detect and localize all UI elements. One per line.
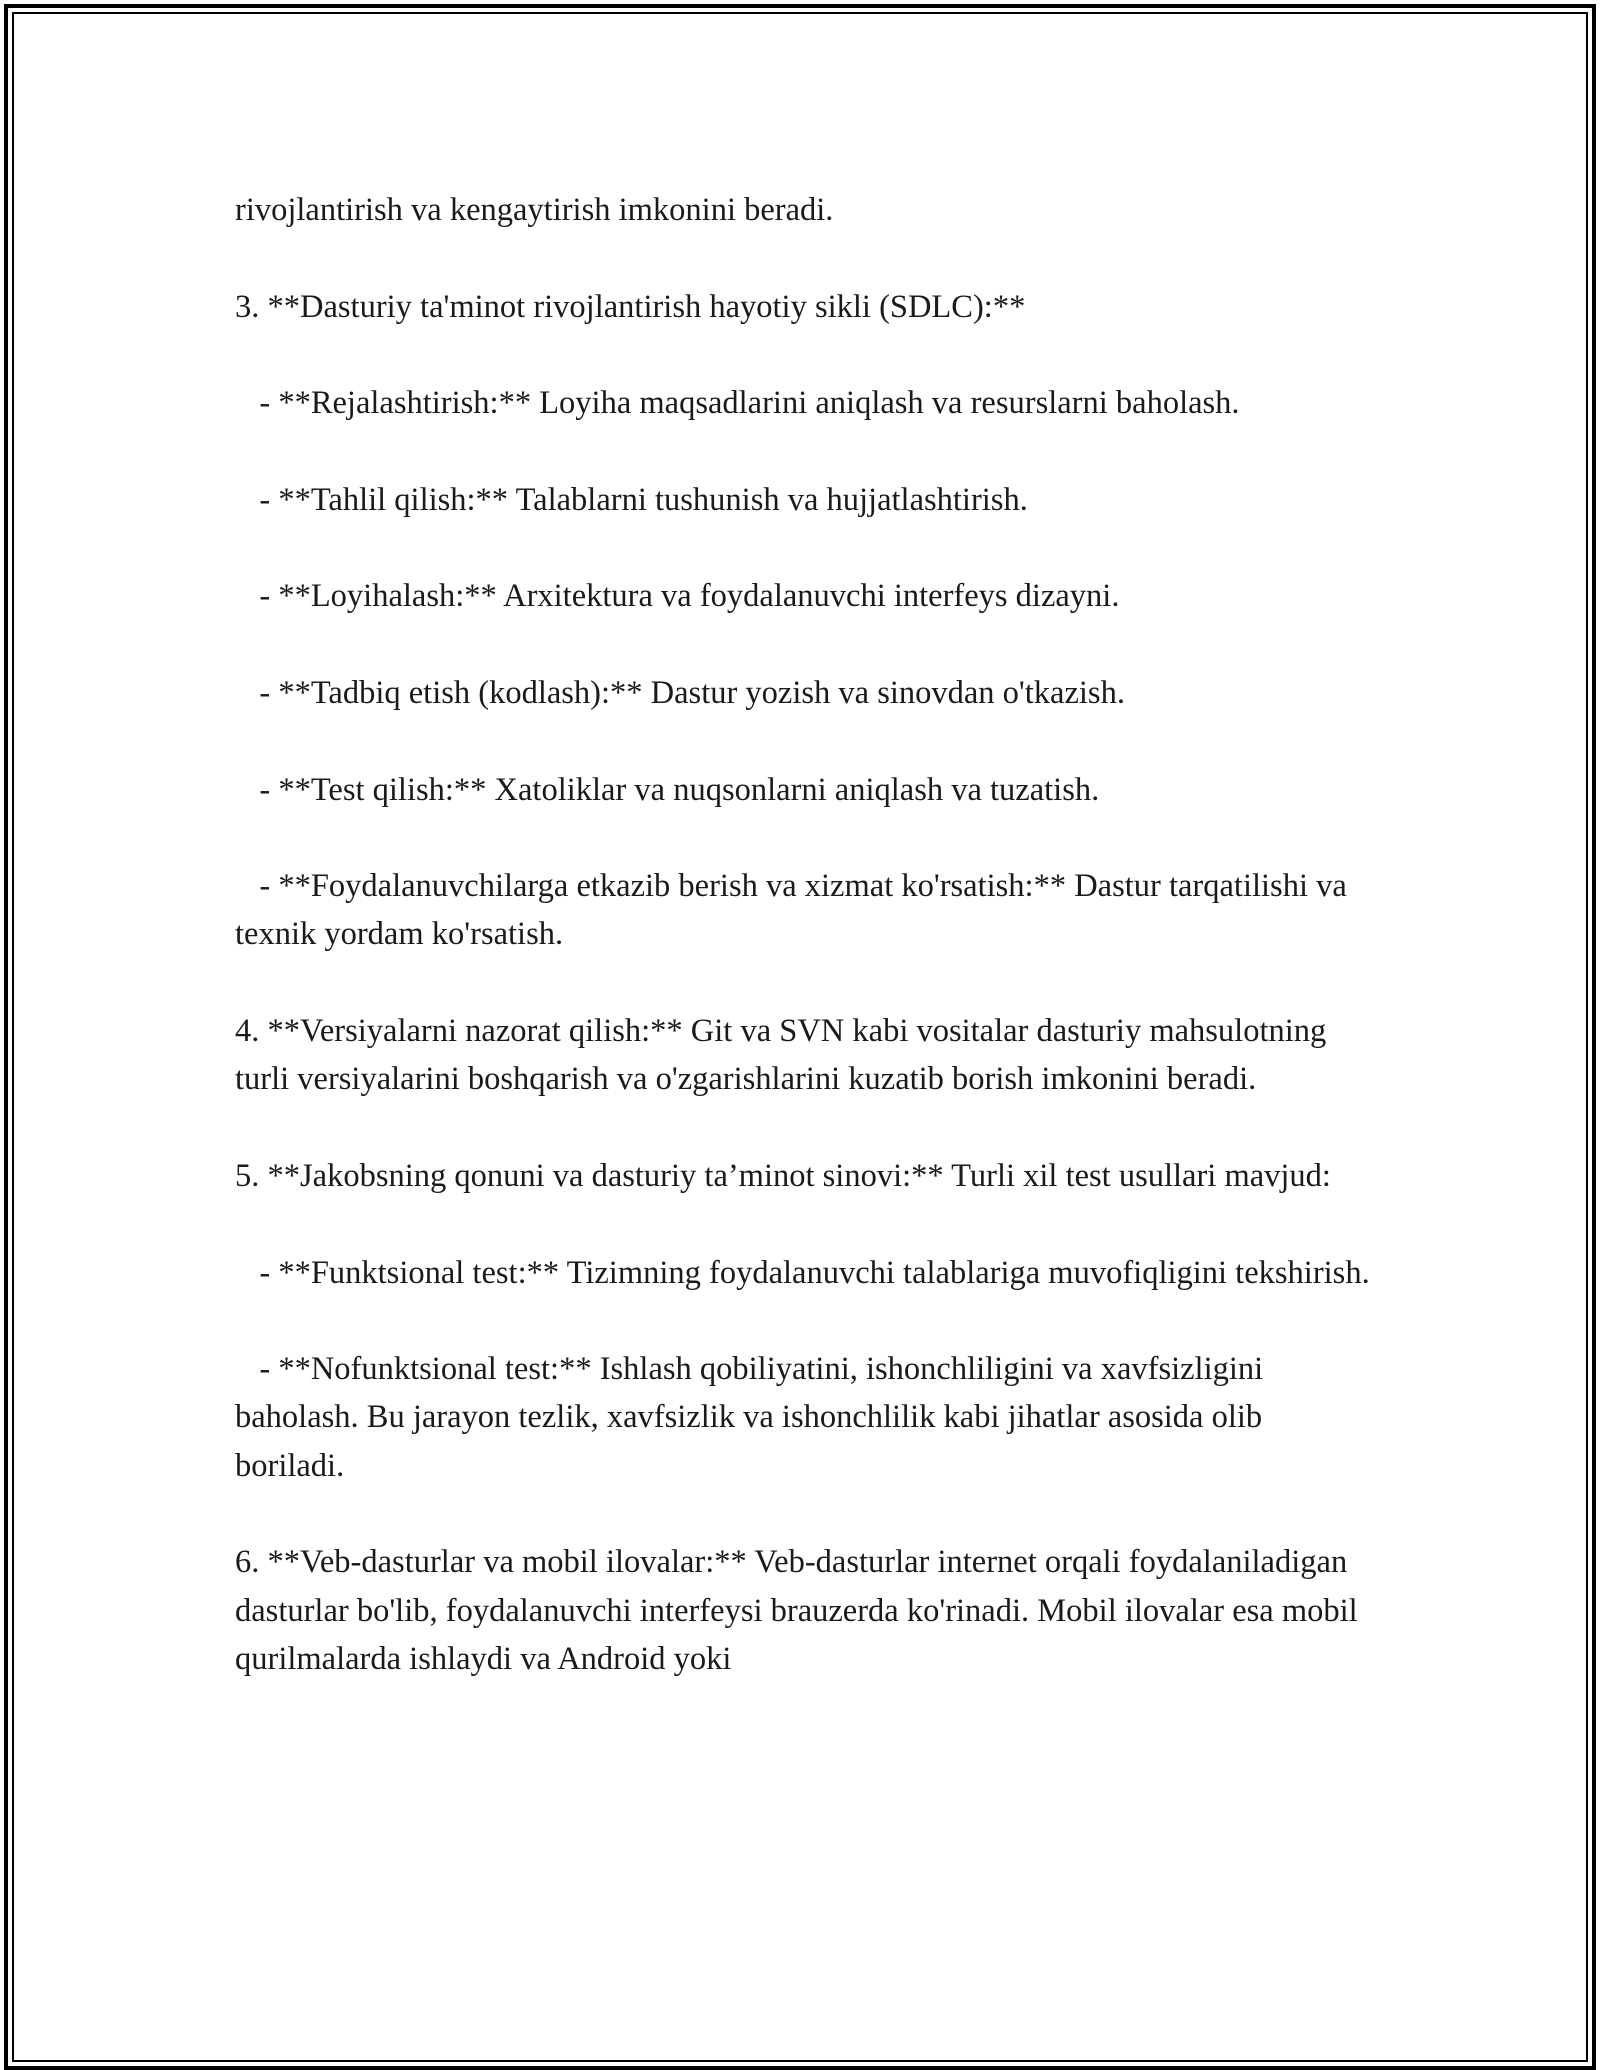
- list-item-tahlil: - **Tahlil qilish:** Talablarni tushunish va hujjatlashtirish.: [235, 481, 1028, 518]
- list-item-test: - **Test qilish:** Xatoliklar va nuqsonlarni aniqlash va tuzatish.: [235, 771, 1100, 808]
- document-body: [235, 186, 1375, 1732]
- section-heading-sdlc: 3. **Dasturiy ta'minot rivojlantirish hayotiy sikli (SDLC):**: [235, 288, 1026, 325]
- section-versiyalar: 4. **Versiyalarni nazorat qilish:** Git va SVN kabi vositalar dasturiy mahsulotning turli versiyalarini boshqarish va o'zgarishlarini kuzatib borish imkonini beradi.: [235, 1013, 1335, 1098]
- paragraph-continuation: rivojlantirish va kengaytirish imkonini beradi.: [235, 192, 834, 228]
- list-item-etkazib-berish: - **Foydalanuvchilarga etkazib berish va xizmat ko'rsatish:** Dastur tarqatilishi va texnik yordam ko'rsatish.: [235, 868, 1355, 953]
- list-item-loyihalash: - **Loyihalash:** Arxitektura va foydalanuvchi interfeys dizayni.: [235, 578, 1120, 615]
- section-veb-mobil: 6. **Veb-dasturlar va mobil ilovalar:** Veb-dasturlar internet orqali foydalaniladigan dasturlar bo'lib, foydalanuvchi interfeysi brauzerda ko'rinadi. Mobil ilovalar esa mobil qurilmalarda ishlaydi va Android yoki: [235, 1544, 1366, 1677]
- section-jakobs: 5. **Jakobsning qonuni va dasturiy ta’minot sinovi:** Turli xil test usullari mavjud:: [235, 1157, 1331, 1194]
- list-item-nofunktsional: - **Nofunktsional test:** Ishlash qobiliyatini, ishonchliligini va xavfsizligini baholash. Bu jarayon tezlik, xavfsizlik va ishonchlilik kabi jihatlar asosida olib boriladi.: [235, 1351, 1272, 1484]
- list-item-tadbiq: - **Tadbiq etish (kodlash):** Dastur yozish va sinovdan o'tkazish.: [235, 674, 1125, 711]
- list-item-rejalashtirish: - **Rejalashtirish:** Loyiha maqsadlarini aniqlash va resurslarni baholash.: [235, 385, 1240, 422]
- list-item-funktsional: - **Funktsional test:** Tizimning foydalanuvchi talablariga muvofiqligini tekshirish.: [235, 1254, 1370, 1291]
